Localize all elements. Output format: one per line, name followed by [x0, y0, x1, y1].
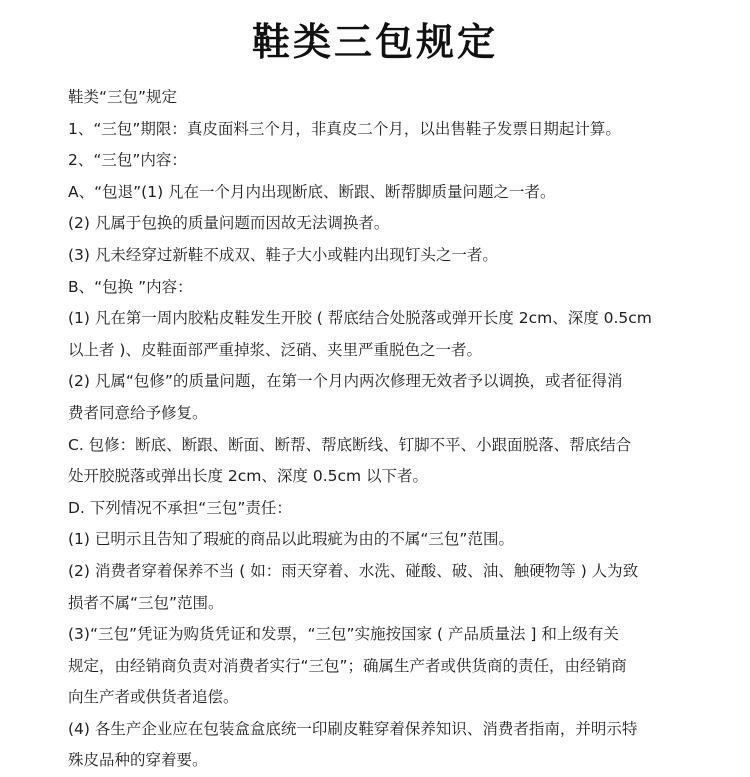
heading-line: 鞋类“三包”规定	[68, 88, 178, 106]
clause-d-1: (1) 已明示且告知了瑕疵的商品以此瑕疵为由的不属“三包”范围。	[68, 530, 514, 549]
clause-b-exchange-2a: (2) 凡属“包修”的质量问题，在第一个月内两次修理无效者予以调换，或者征得消	[68, 372, 623, 391]
clause-b-exchange: B、“包换 ”内容：	[68, 277, 193, 296]
clause-2-content: 2、“三包”内容：	[68, 151, 187, 170]
clause-d-4a: (4) 各生产企业应在包装盒盒底统一印刷皮鞋穿着保养知识、消费者指南，并明示特	[68, 719, 638, 738]
clause-1-period: 1、“三包”期限：真皮面料三个月，非真皮二个月，以出售鞋子发票日期起计算。	[68, 119, 621, 138]
document-body	[68, 82, 708, 777]
clause-d-exclusions: D. 下列情况不承担“三包”责任：	[68, 498, 292, 517]
clause-b-exchange-1a: (1) 凡在第一周内胶粘皮鞋发生开胶 ( 帮底结合处脱落或弹开长度 2cm、深度 0.5cm	[68, 309, 652, 328]
clause-c-repair-b: 处开胶脱落或弹出长度 2cm、深度 0.5cm 以下者。	[68, 467, 429, 486]
clause-d-3b: 规定，由经销商负责对消费者实行“三包”；确属生产者或供货商的责任，由经销商	[68, 656, 627, 675]
clause-d-2a: (2) 消费者穿着保养不当 ( 如：雨天穿着、水洗、碰酸、破、油、触硬物等 ) 人为致	[68, 561, 639, 580]
clause-a-return-2: (2) 凡属于包换的质量问题而因故无法调换者。	[68, 214, 390, 233]
clause-d-4b: 殊皮品种的穿着要。	[68, 751, 208, 770]
clause-d-3c: 向生产者或供货者追偿。	[68, 688, 239, 707]
clause-a-return-1: A、“包退”(1) 凡在一个月内出现断底、断跟、断帮脚质量问题之一者。	[68, 182, 556, 201]
clause-b-exchange-1b: 以上者 )、皮鞋面部严重掉浆、泛硝、夹里严重脱色之一者。	[68, 340, 482, 359]
clause-d-2b: 损者不属“三包”范围。	[68, 593, 224, 612]
page-title: 鞋类三包规定	[251, 20, 498, 64]
clause-c-repair-a: C. 包修：断底、断跟、断面、断帮、帮底断线、钉脚不平、小跟面脱落、帮底结合	[68, 435, 632, 454]
clause-d-3a: (3)“三包”凭证为购货凭证和发票，“三包”实施按国家 ( 产品质量法 ] 和上级有关	[68, 625, 619, 644]
clause-a-return-3: (3) 凡未经穿过新鞋不成双、鞋子大小或鞋内出现钉头之一者。	[68, 245, 498, 264]
clause-b-exchange-2b: 费者同意给予修复。	[68, 403, 208, 422]
